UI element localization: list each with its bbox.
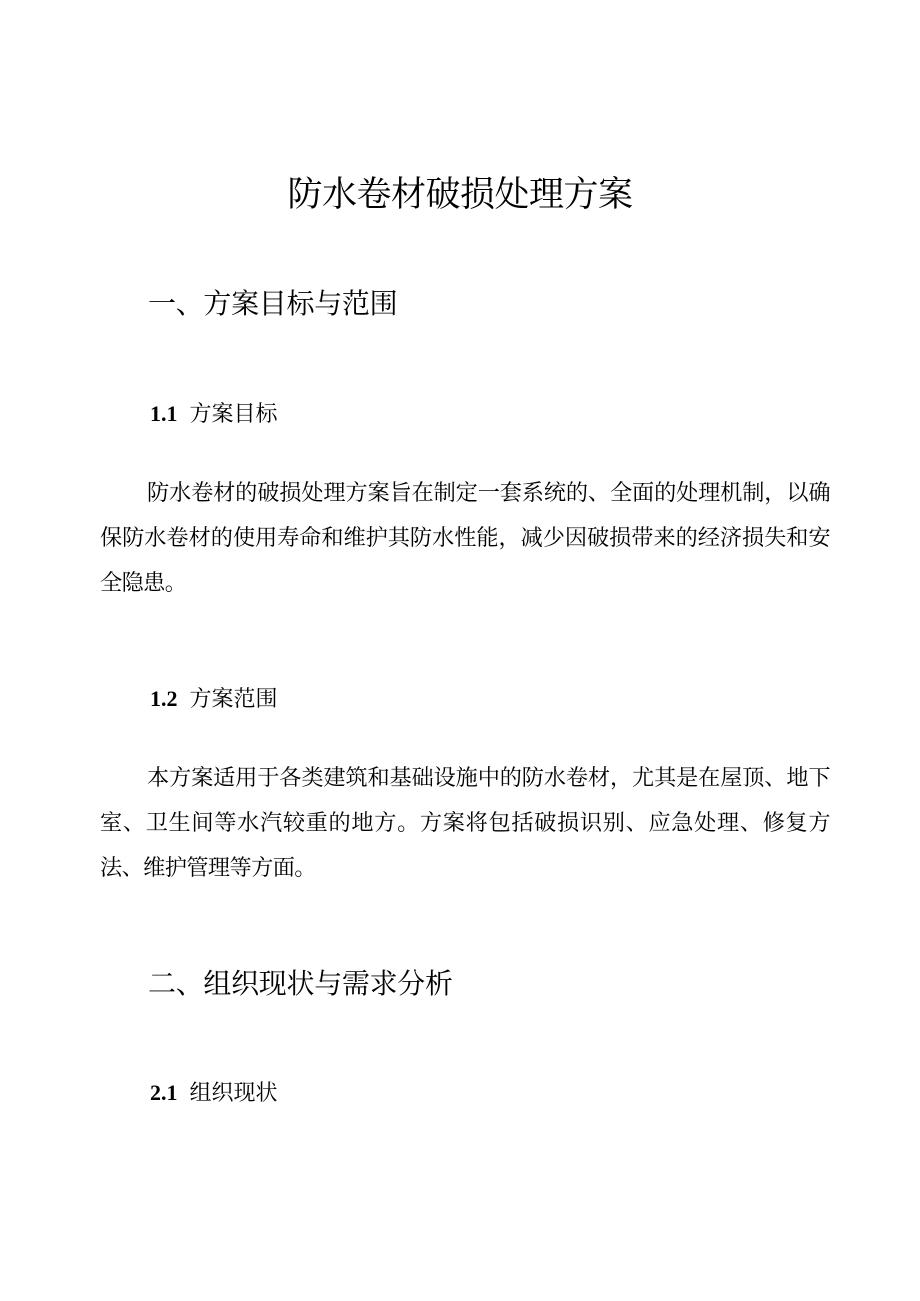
subsection-title: 方案目标 — [189, 402, 278, 427]
subsection-heading-1-1 — [150, 398, 278, 431]
subsection-number: 1.1 — [150, 401, 178, 426]
document-title: 防水卷材破损处理方案 — [287, 175, 633, 215]
subsection-heading-2-1 — [150, 1077, 278, 1110]
subsection-number: 2.1 — [150, 1080, 178, 1105]
subsection-number: 1.2 — [150, 686, 178, 711]
subsection-title: 方案范围 — [189, 687, 278, 712]
paragraph-1-1: 防水卷材的破损处理方案旨在制定一套系统的、全面的处理机制，以确保防水卷材的使用寿命和维护其防水性能，减少因破损带来的经济损失和安全隐患。 — [100, 480, 830, 596]
paragraph-1-2: 本方案适用于各类建筑和基础设施中的防水卷材，尤其是在屋顶、地下室、卫生间等水汽较重的地方。方案将包括破损识别、应急处理、修复方法、维护管理等方面。 — [100, 765, 830, 881]
section-heading-2: 二、组织现状与需求分析 — [148, 967, 453, 1000]
subsection-title: 组织现状 — [189, 1081, 278, 1106]
subsection-heading-1-2 — [150, 683, 278, 716]
section-heading-1: 一、方案目标与范围 — [148, 287, 398, 320]
